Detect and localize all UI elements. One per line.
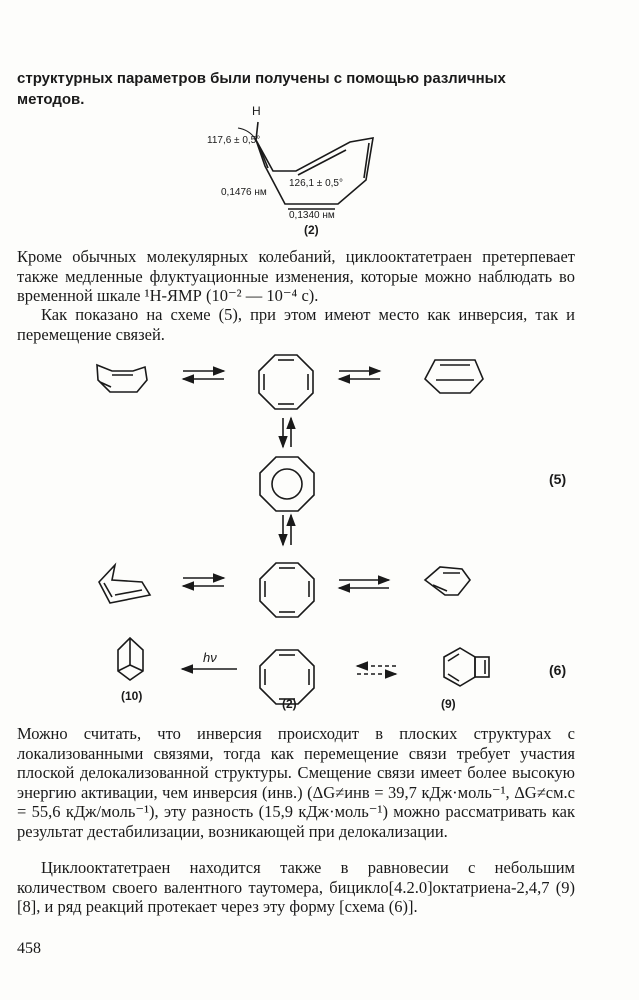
compound-9-label: (9) xyxy=(441,697,456,711)
paragraph-2: Кроме обычных молекулярных колебаний, циклооктатетраен претерпевает также медленные флуктуационные изменения, которые можно наблюдать во временной шкале ¹H-ЯМР (10⁻² — 10⁻⁴ с). xyxy=(17,247,575,305)
paragraph-4-text-b: эту разность (15,9 кДж·моль⁻¹) можно рассматривать как результат дестабилизации, возникающей при делокализации. xyxy=(17,802,576,841)
paragraph-4-text-a: Можно считать, что инверсия происходит в плоских структурах с локализованными связями, тогда как перемещение связи требует участия плоской делокализованной структуры. Смещение связи имеет более высокую энергию активации, чем инверсия (инв.) xyxy=(17,724,575,802)
page-number: 458 xyxy=(17,940,41,957)
activation-energy-formula: (ΔG≠инв = 39,7 кДж·моль⁻¹, ΔG≠см.с = 55,6 кДж/моль⁻¹), xyxy=(17,782,575,821)
scheme-5-label: (5) xyxy=(549,471,567,487)
paragraph-5: Циклооктатетраен находится также в равновесии с небольшим количеством своего валентного таутомера, бицикло[4.2.0]октатриена-2,4,7 (9) [8], и ряд реакций протекает через эту форму [схема (6)]. xyxy=(17,858,575,916)
top-line-1: структурных параметров были получены с помощью различных xyxy=(17,70,506,87)
bond-label-2: 0,1340 нм xyxy=(289,210,335,221)
angle-label-1: 117,6 ± 0,5° xyxy=(207,135,261,146)
top-line-2: методов. xyxy=(17,90,85,108)
scheme-6-label: (6) xyxy=(549,662,567,678)
paragraph-3: Как показано на схеме (5), при этом имеют место как инверсия, так и перемещение связей. xyxy=(17,305,575,344)
paragraph-4 xyxy=(17,724,575,841)
figure-2-number: (2) xyxy=(304,223,319,237)
compound-2-label: (2) xyxy=(282,697,297,711)
scheme-diagram xyxy=(0,335,639,715)
bond-label-1: 0,1476 нм xyxy=(221,187,267,198)
figure-2-structure xyxy=(0,0,639,240)
compound-10-label: (10) xyxy=(121,689,143,703)
hv-label: hν xyxy=(203,650,217,665)
h-atom-label: H xyxy=(252,104,261,118)
angle-label-2: 126,1 ± 0,5° xyxy=(289,178,343,189)
